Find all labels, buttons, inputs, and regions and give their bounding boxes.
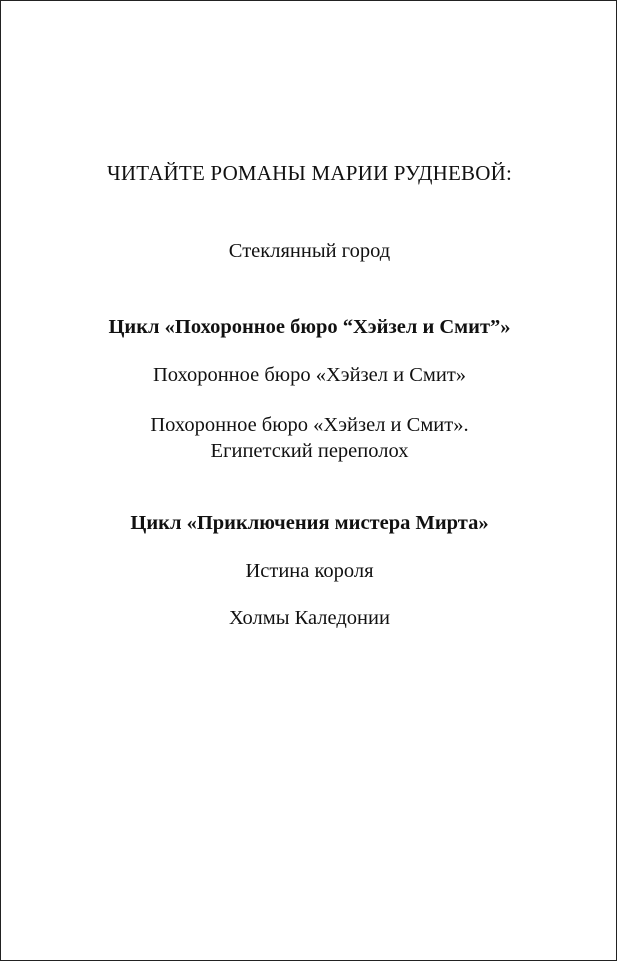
book-title-line: Похоронное бюро «Хэйзел и Смит».: [150, 414, 469, 436]
book-title: Истина короля: [245, 560, 374, 582]
series-title-mister-mirt: Цикл «Приключения мистера Мирта»: [130, 512, 489, 534]
book-title-multiline: [1, 412, 617, 464]
standalone-book-title: Стеклянный город: [228, 240, 391, 262]
series-title-hazel-smith: Цикл «Похоронное бюро “Хэйзел и Смит”»: [108, 316, 511, 338]
page-heading: ЧИТАЙТЕ РОМАНЫ МАРИИ РУДНЕВОЙ:: [107, 161, 512, 185]
book-title: Холмы Каледонии: [229, 607, 390, 629]
book-title-line: Египетский переполох: [210, 440, 409, 462]
book-title: Похоронное бюро «Хэйзел и Смит»: [152, 364, 467, 386]
